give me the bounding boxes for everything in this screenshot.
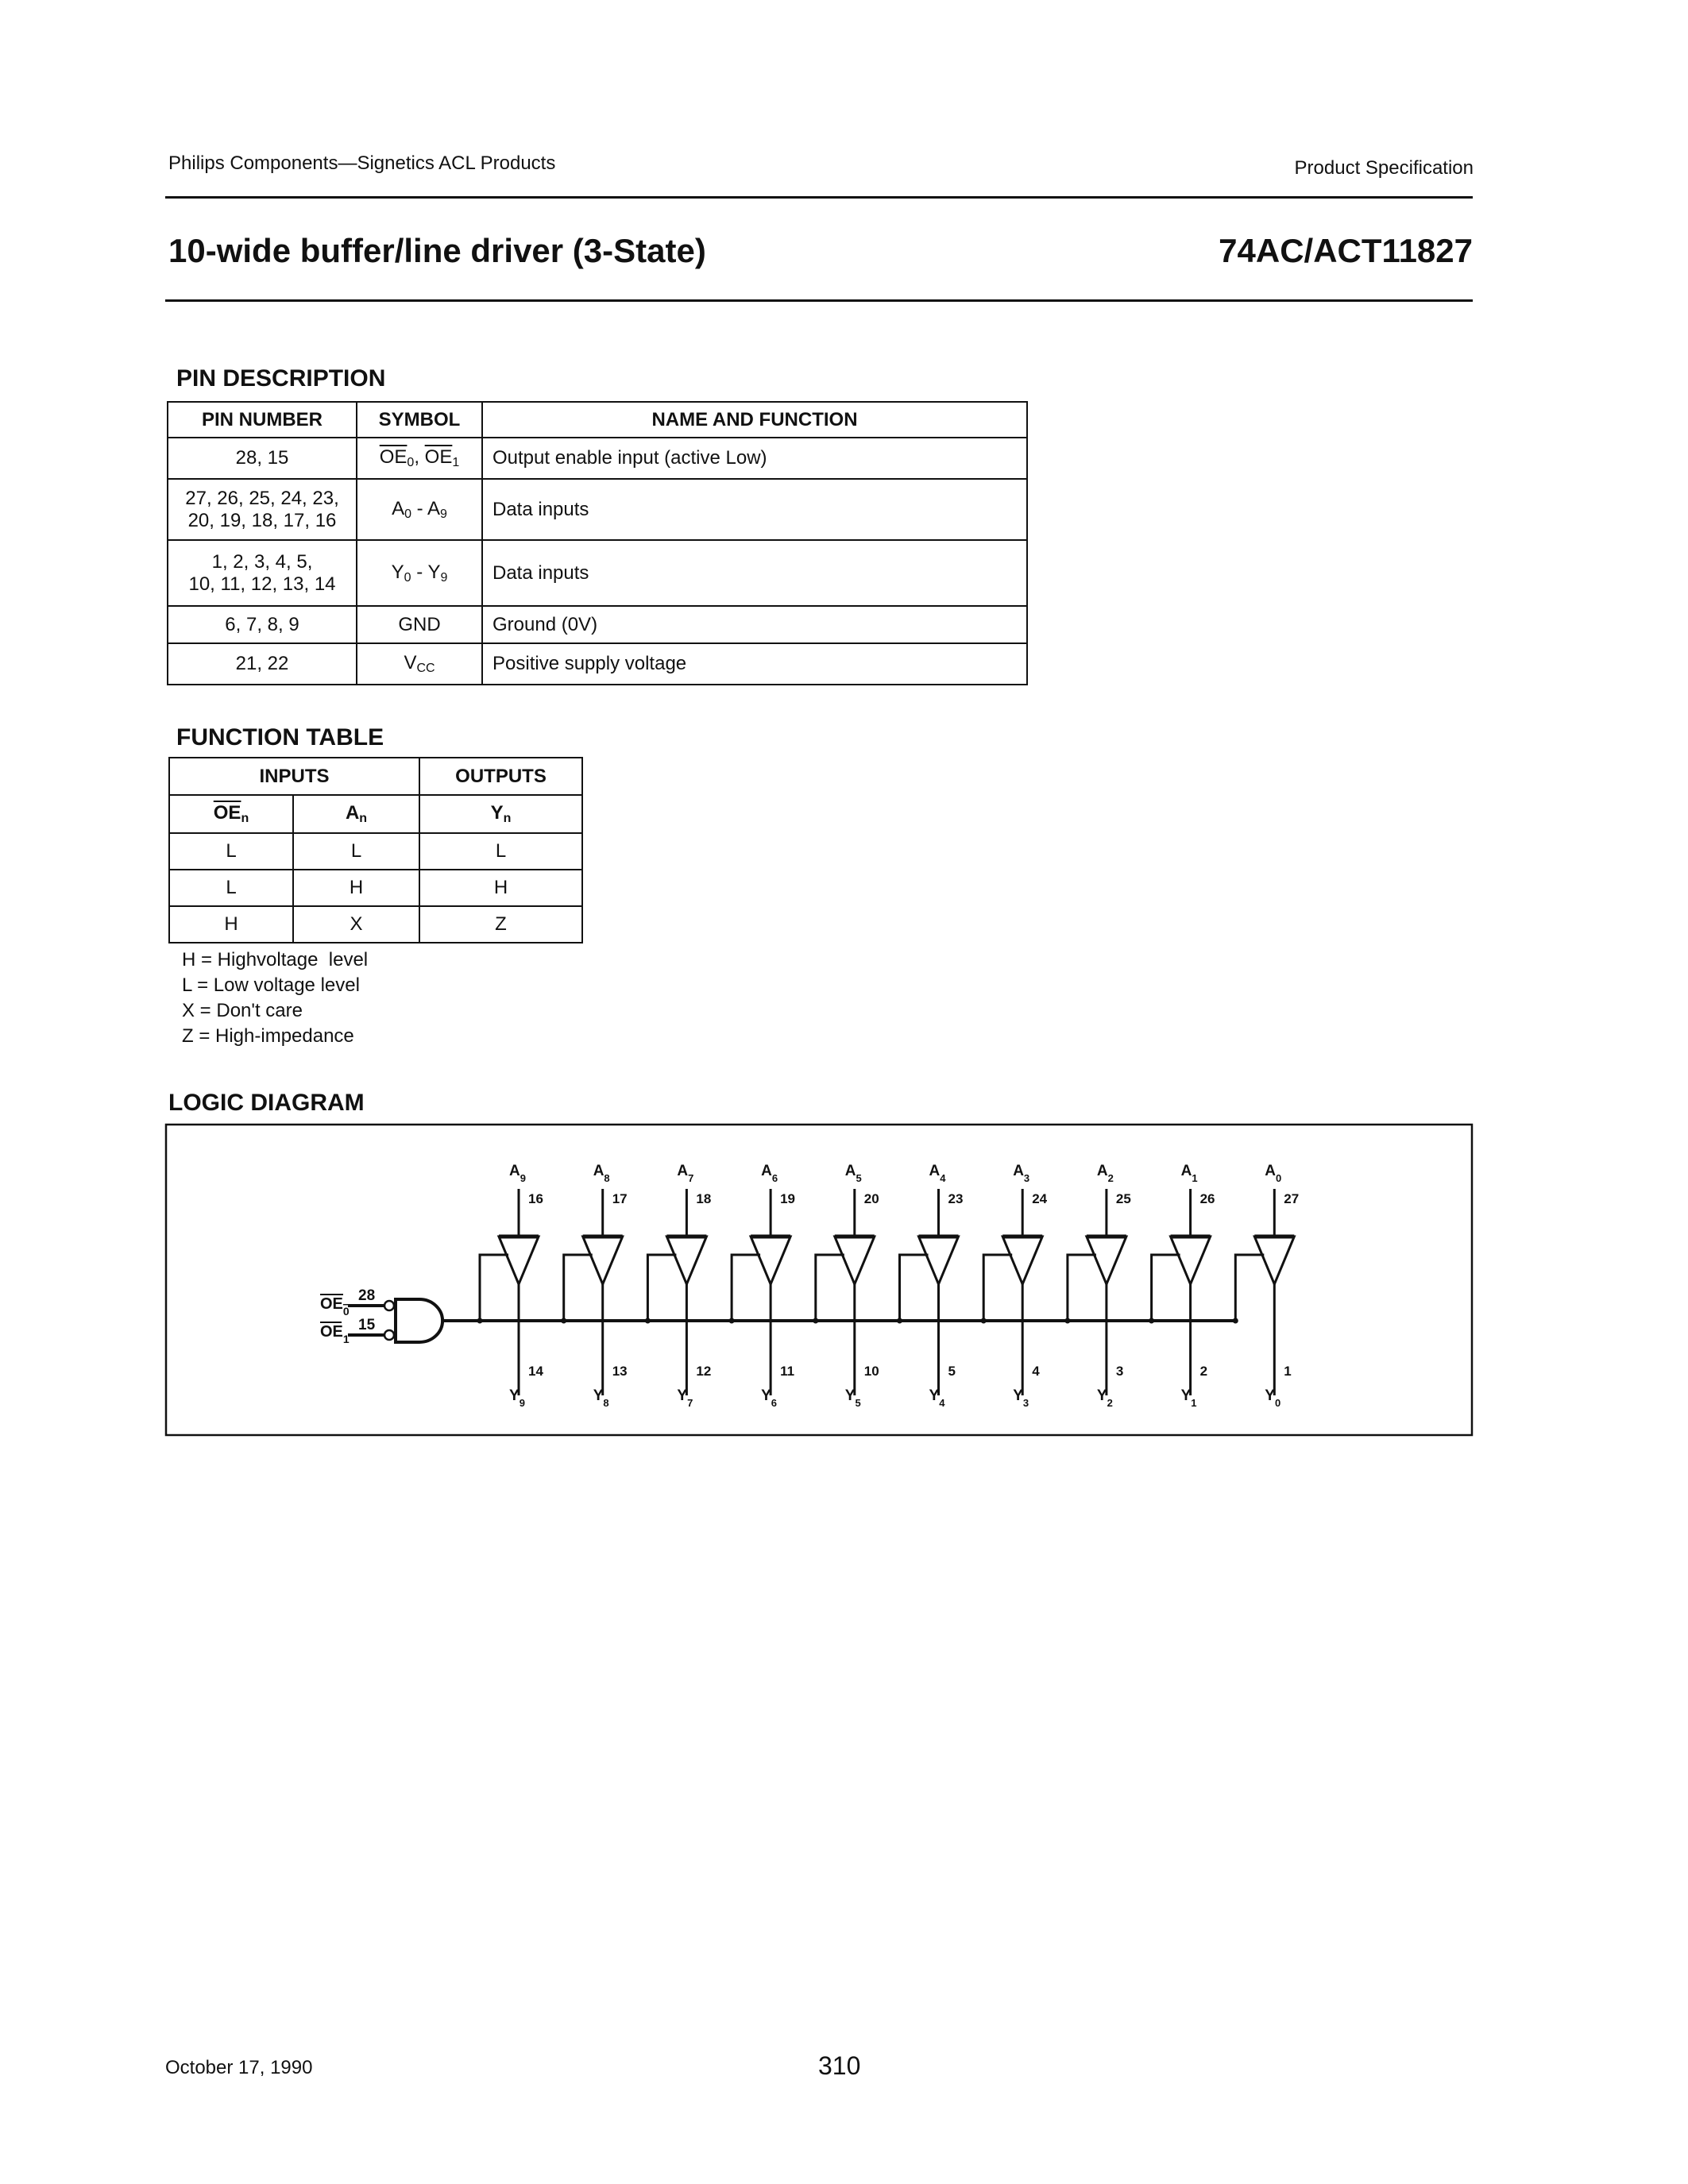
cell: L <box>169 833 293 870</box>
logic-diagram-heading: LOGIC DIAGRAM <box>168 1090 365 1116</box>
cell: H <box>169 906 293 943</box>
input-pin: 24 <box>1032 1191 1048 1206</box>
note: X = Don't care <box>182 1000 303 1021</box>
output-label: $Y_3$ <box>1013 1387 1029 1409</box>
enable-line <box>983 1255 1012 1321</box>
buffer-6 <box>981 1163 1048 1409</box>
input-pin: 20 <box>863 1191 879 1206</box>
inversion-bubble <box>384 1330 394 1340</box>
inversion-bubble <box>384 1301 394 1310</box>
enable-line <box>1235 1255 1264 1321</box>
note: Z = High-impedance <box>182 1025 354 1047</box>
pin-numbers: 27, 26, 25, 24, 23, 20, 19, 18, 17, 16 <box>168 479 357 540</box>
input-pin: 27 <box>1284 1191 1300 1206</box>
output-label: $Y_9$ <box>509 1387 525 1409</box>
and-gate <box>320 1287 442 1345</box>
company-header: Philips Components—Signetics ACL Products <box>168 152 556 174</box>
output-label: $Y_2$ <box>1096 1387 1113 1409</box>
output-label: $Y_5$ <box>844 1387 861 1409</box>
page-title: 10-wide buffer/line driver (3-State) <box>168 232 706 269</box>
function: Output enable input (active Low) <box>482 438 1027 479</box>
col-y: $Y_n$ <box>419 795 582 833</box>
input-pin: 25 <box>1115 1191 1131 1206</box>
input-label: $A_1$ <box>1180 1163 1198 1184</box>
enable-line <box>816 1255 844 1321</box>
gate-body <box>396 1299 442 1342</box>
pin-description-heading: PIN DESCRIPTION <box>176 365 386 392</box>
input-pin: 19 <box>780 1191 796 1206</box>
input-label: $A_5$ <box>844 1163 862 1184</box>
enable-line <box>1068 1255 1096 1321</box>
page-number: 310 <box>818 2051 861 2080</box>
cell: X <box>293 906 419 943</box>
output-pin: 11 <box>780 1364 795 1379</box>
footer-date: October 17, 1990 <box>165 2057 313 2078</box>
output-pin: 10 <box>863 1364 879 1379</box>
input-pin: 16 <box>528 1191 543 1206</box>
buffer-triangle-icon <box>583 1237 623 1284</box>
buffer-triangle-icon <box>919 1237 959 1284</box>
junction-dot <box>981 1318 987 1324</box>
pin-numbers: 6, 7, 8, 9 <box>168 606 357 643</box>
enable-line <box>900 1255 929 1321</box>
doc-type: Product Specification <box>1294 157 1474 179</box>
junction-dot <box>477 1318 483 1324</box>
output-label: $Y_8$ <box>593 1387 609 1409</box>
junction-dot <box>1064 1318 1070 1324</box>
input-label: $A_7$ <box>677 1163 694 1184</box>
junction-dot <box>813 1318 818 1324</box>
junction-dot <box>1149 1318 1154 1324</box>
oe1-label: $OE_1$ <box>320 1323 350 1345</box>
col-pin-number: PIN NUMBER <box>168 402 357 438</box>
output-label: $Y_4$ <box>929 1387 945 1409</box>
symbol: GND <box>357 606 482 643</box>
output-pin: 5 <box>948 1364 956 1379</box>
buffer-4 <box>813 1163 879 1409</box>
function: Ground (0V) <box>482 606 1027 643</box>
col-a: $A_n$ <box>293 795 419 833</box>
oe0-label: $OE_0$ <box>320 1295 350 1318</box>
function: Data inputs <box>482 479 1027 540</box>
buffer-triangle-icon <box>1171 1237 1211 1284</box>
cell: Z <box>419 906 582 943</box>
enable-line <box>480 1255 508 1321</box>
cell: H <box>293 870 419 906</box>
buffer-7 <box>1064 1163 1130 1409</box>
buffer-triangle-icon <box>499 1237 539 1284</box>
output-pin: 1 <box>1284 1364 1292 1379</box>
input-label: $A_6$ <box>761 1163 778 1184</box>
buffer-9 <box>1233 1163 1299 1409</box>
col-symbol: SYMBOL <box>357 402 482 438</box>
input-pin: 23 <box>948 1191 964 1206</box>
note: L = Low voltage level <box>182 974 360 996</box>
buffer-triangle-icon <box>666 1237 706 1284</box>
input-label: $A_2$ <box>1096 1163 1114 1184</box>
buffer-2 <box>645 1163 711 1409</box>
cell: H <box>419 870 582 906</box>
outputs-header: OUTPUTS <box>419 758 582 795</box>
symbol: $Y_0 - Y_9$ <box>357 540 482 606</box>
pin-numbers: 28, 15 <box>168 438 357 479</box>
buffer-5 <box>897 1163 963 1409</box>
output-pin: 4 <box>1032 1364 1040 1379</box>
function: Data inputs <box>482 540 1027 606</box>
enable-line <box>564 1255 593 1321</box>
oe0-pin: 28 <box>358 1287 376 1304</box>
buffer-1 <box>561 1163 627 1409</box>
junction-dot <box>645 1318 651 1324</box>
buffer-triangle-icon <box>835 1237 875 1284</box>
output-pin: 13 <box>612 1364 628 1379</box>
output-pin: 14 <box>528 1364 543 1379</box>
buffer-8 <box>1149 1163 1215 1409</box>
input-label: $A_4$ <box>929 1163 946 1184</box>
note: H = Highvoltage level <box>182 949 369 970</box>
buffer-triangle-icon <box>1254 1237 1294 1284</box>
symbol: $\overline{OE}_0$, $\overline{OE}_1$ <box>357 438 482 479</box>
input-label: $A_8$ <box>593 1163 610 1184</box>
output-label: $Y_1$ <box>1180 1387 1197 1409</box>
inputs-header: INPUTS <box>169 758 419 795</box>
enable-line <box>732 1255 760 1321</box>
cell: L <box>419 833 582 870</box>
oe1-pin: 15 <box>358 1317 376 1333</box>
output-pin: 2 <box>1199 1364 1208 1379</box>
junction-dot <box>729 1318 735 1324</box>
cell: L <box>293 833 419 870</box>
symbol: $A_0 - A_9$ <box>357 479 482 540</box>
function-table-heading: FUNCTION TABLE <box>176 724 384 751</box>
junction-dot <box>1233 1318 1238 1324</box>
input-pin: 17 <box>612 1191 628 1206</box>
buffer-triangle-icon <box>1002 1237 1042 1284</box>
pin-numbers: 1, 2, 3, 4, 5, 10, 11, 12, 13, 14 <box>168 540 357 606</box>
col-name-function: NAME AND FUNCTION <box>482 402 1027 438</box>
output-label: $Y_6$ <box>761 1387 778 1409</box>
function: Positive supply voltage <box>482 643 1027 685</box>
part-number: 74AC/ACT11827 <box>1219 232 1473 269</box>
col-oe: $\overline{OE}_n$ <box>169 795 293 833</box>
buffer-0 <box>477 1163 544 1409</box>
buffer-3 <box>729 1163 795 1409</box>
output-label: $Y_7$ <box>677 1387 693 1409</box>
input-label: $A_3$ <box>1013 1163 1030 1184</box>
symbol: $V_{CC}$ <box>357 643 482 685</box>
input-pin: 18 <box>696 1191 712 1206</box>
output-pin: 12 <box>696 1364 712 1379</box>
buffer-triangle-icon <box>751 1237 790 1284</box>
junction-dot <box>561 1318 566 1324</box>
enable-line <box>1152 1255 1180 1321</box>
output-pin: 3 <box>1115 1364 1124 1379</box>
input-pin: 26 <box>1199 1191 1215 1206</box>
junction-dot <box>897 1318 902 1324</box>
input-label: $A_9$ <box>509 1163 526 1184</box>
pin-numbers: 21, 22 <box>168 643 357 685</box>
buffer-triangle-icon <box>1087 1237 1126 1284</box>
cell: L <box>169 870 293 906</box>
output-label: $Y_0$ <box>1265 1387 1281 1409</box>
enable-line <box>647 1255 676 1321</box>
input-label: $A_0$ <box>1265 1163 1282 1184</box>
